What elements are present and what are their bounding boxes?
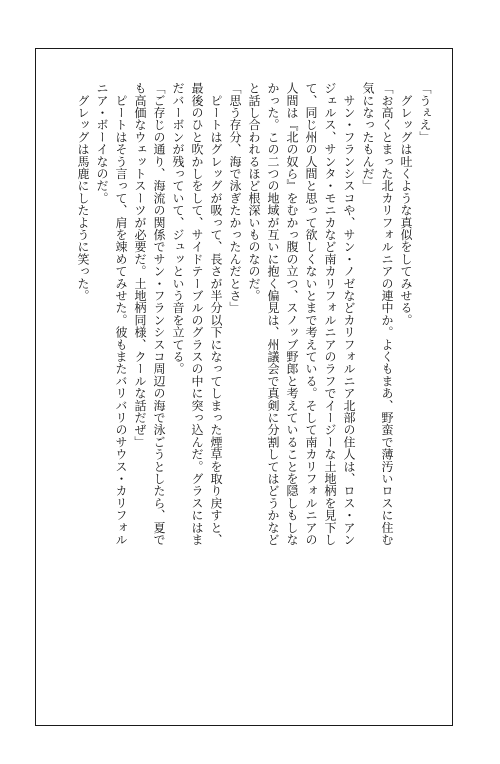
text-line-18: ニア・ボーイなのだ。	[95, 82, 109, 204]
text-line-17: ピートはそう言って、肩を竦めてみせた。彼もまたバリバリのサウス・カリフォル	[114, 82, 128, 546]
text-line-7: て、同じ州の人間と思って欲しくないとまで考えている。そして南カリフォルニアの	[304, 82, 318, 546]
text-line-4: 気になったもんだ」	[361, 82, 375, 192]
text-line-12: ピートはグレッグが吸って、長さが半分以下になってしまった煙草を取り戻すと、	[209, 82, 223, 546]
text-line-5: サン・フランシスコや、サン・ノゼなどカリフォルニア北部の住人は、ロス・アン	[342, 82, 356, 546]
text-line-10: と話し合われるほど根深いものなのだ。	[247, 82, 261, 302]
vertical-text-block	[73, 82, 434, 642]
text-line-13: 最後のひと吹かしをして、サイドテーブルのグラスの中に突っ込んだ。グラスにはま	[190, 82, 204, 546]
text-line-16: も高価なウェットスーツが必要だ。土地柄同様、クールな話だぜ」	[133, 82, 147, 448]
text-line-15: 「ご存じの通り、海流の関係でサン・フランシスコ周辺の海で泳ごうとしたら、夏で	[152, 82, 166, 546]
text-line-14: だバーボンが残っていて、ジュッという音を立てる。	[171, 82, 185, 375]
text-line-3: 「お高くとまった北カリフォルニアの連中か。よくもまあ、野蛮で薄汚いロスに住む	[380, 82, 394, 546]
text-line-1: 「うぇえ」	[418, 82, 432, 143]
text-line-11: 「思う存分、海で泳ぎたかったんだとさ」	[228, 82, 242, 314]
text-line-6: ジェルス、サンタ・モニカなど南カリフォルニアのラフでイージーな土地柄を見下し	[323, 82, 337, 546]
text-line-19: グレッグは馬鹿にしたように笑った。	[76, 82, 90, 302]
text-line-8: 人間は『北の奴ら』をむかっ腹の立つ、スノッブ野郎と考えていることを隠しもしな	[285, 82, 299, 546]
text-line-9: かった。この二つの地域が互いに抱く偏見は、州議会で真剣に分割してはどうかなど	[266, 82, 280, 546]
text-line-2: グレッグは吐くような真似をしてみせる。	[399, 82, 413, 326]
